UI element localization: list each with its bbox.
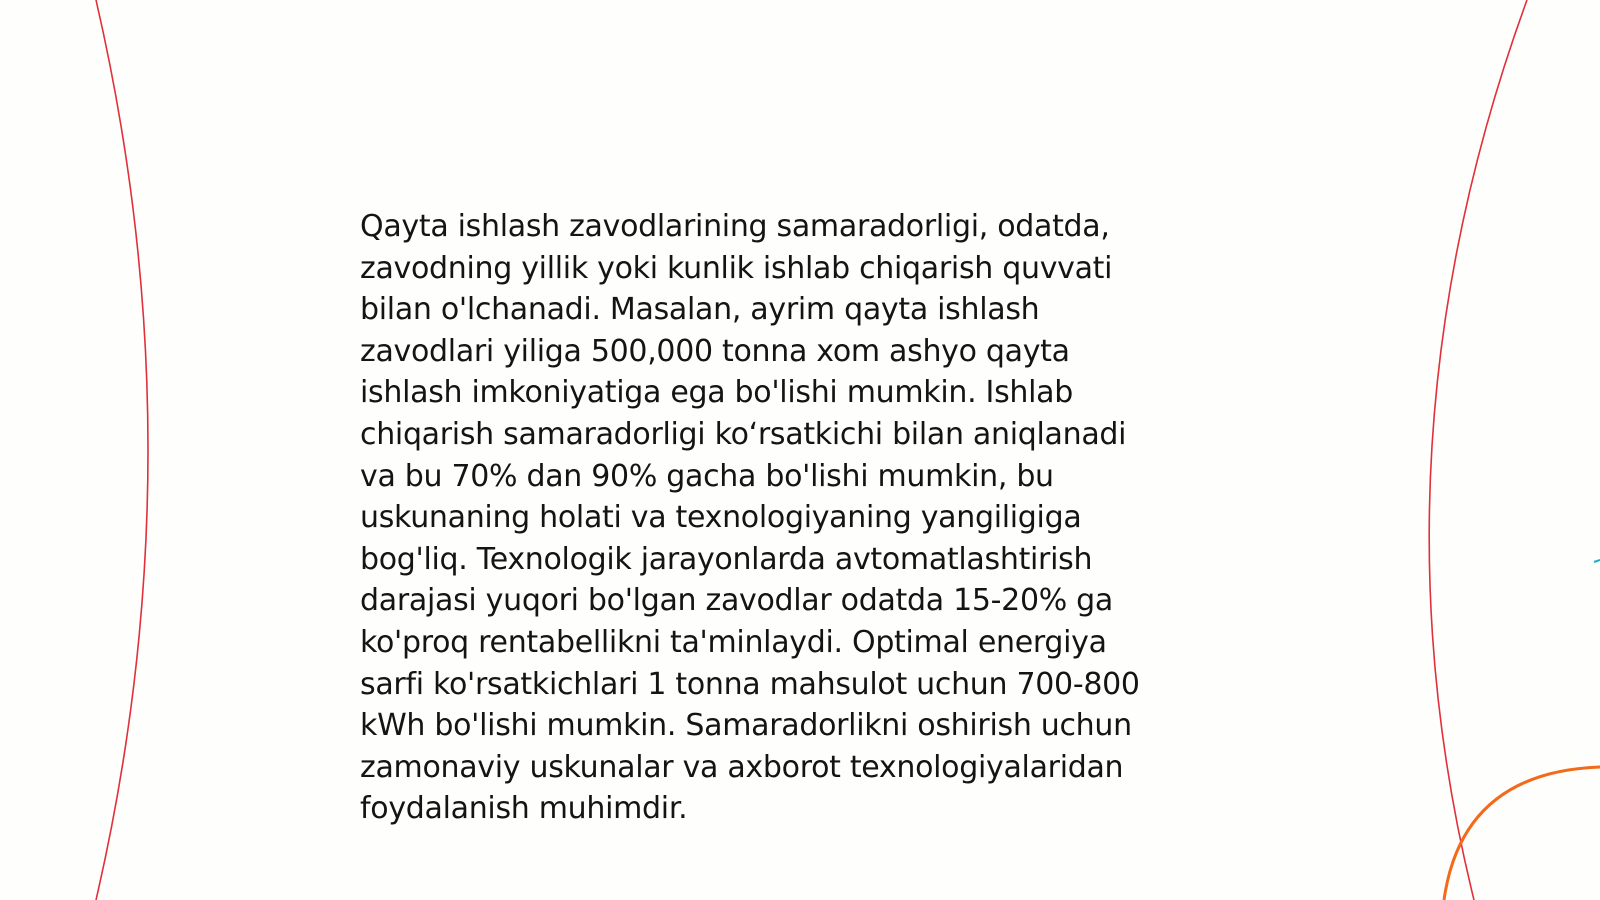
left-red-arc xyxy=(96,0,148,900)
right-red-arc xyxy=(1429,0,1527,900)
teal-mark xyxy=(1594,560,1600,562)
orange-arc xyxy=(1444,767,1600,900)
body-paragraph: Qayta ishlash zavodlarining samaradorligi, odatda, zavodning yillik yoki kunlik ishlab chiqarish quvvati bilan o'lchanadi. Masalan, ayrim qayta ishlash zavodlari yiliga 500,000 tonna xom ashyo qayta ishlash imkoniyatiga ega bo'lishi mumkin. Ishlab chiqarish samaradorligi ko‘rsatkichi bilan aniqlanadi va bu 70% dan 90% gacha bo'lishi mumkin, bu uskunaning holati va texnologiyaning yangiligiga bog'liq. Texnologik jarayonlarda avtomatlashtirish darajasi yuqori bo'lgan zavodlar odatda 15-20% ga ko'proq rentabellikni ta'minlaydi. Optimal energiya sarfi ko'rsatkichlari 1 tonna mahsulot uchun 700-800 kWh bo'lishi mumkin. Samaradorlikni oshirish uchun zamonaviy uskunalar va axborot texnologiyalaridan foydalanish muhimdir. xyxy=(360,209,1140,827)
